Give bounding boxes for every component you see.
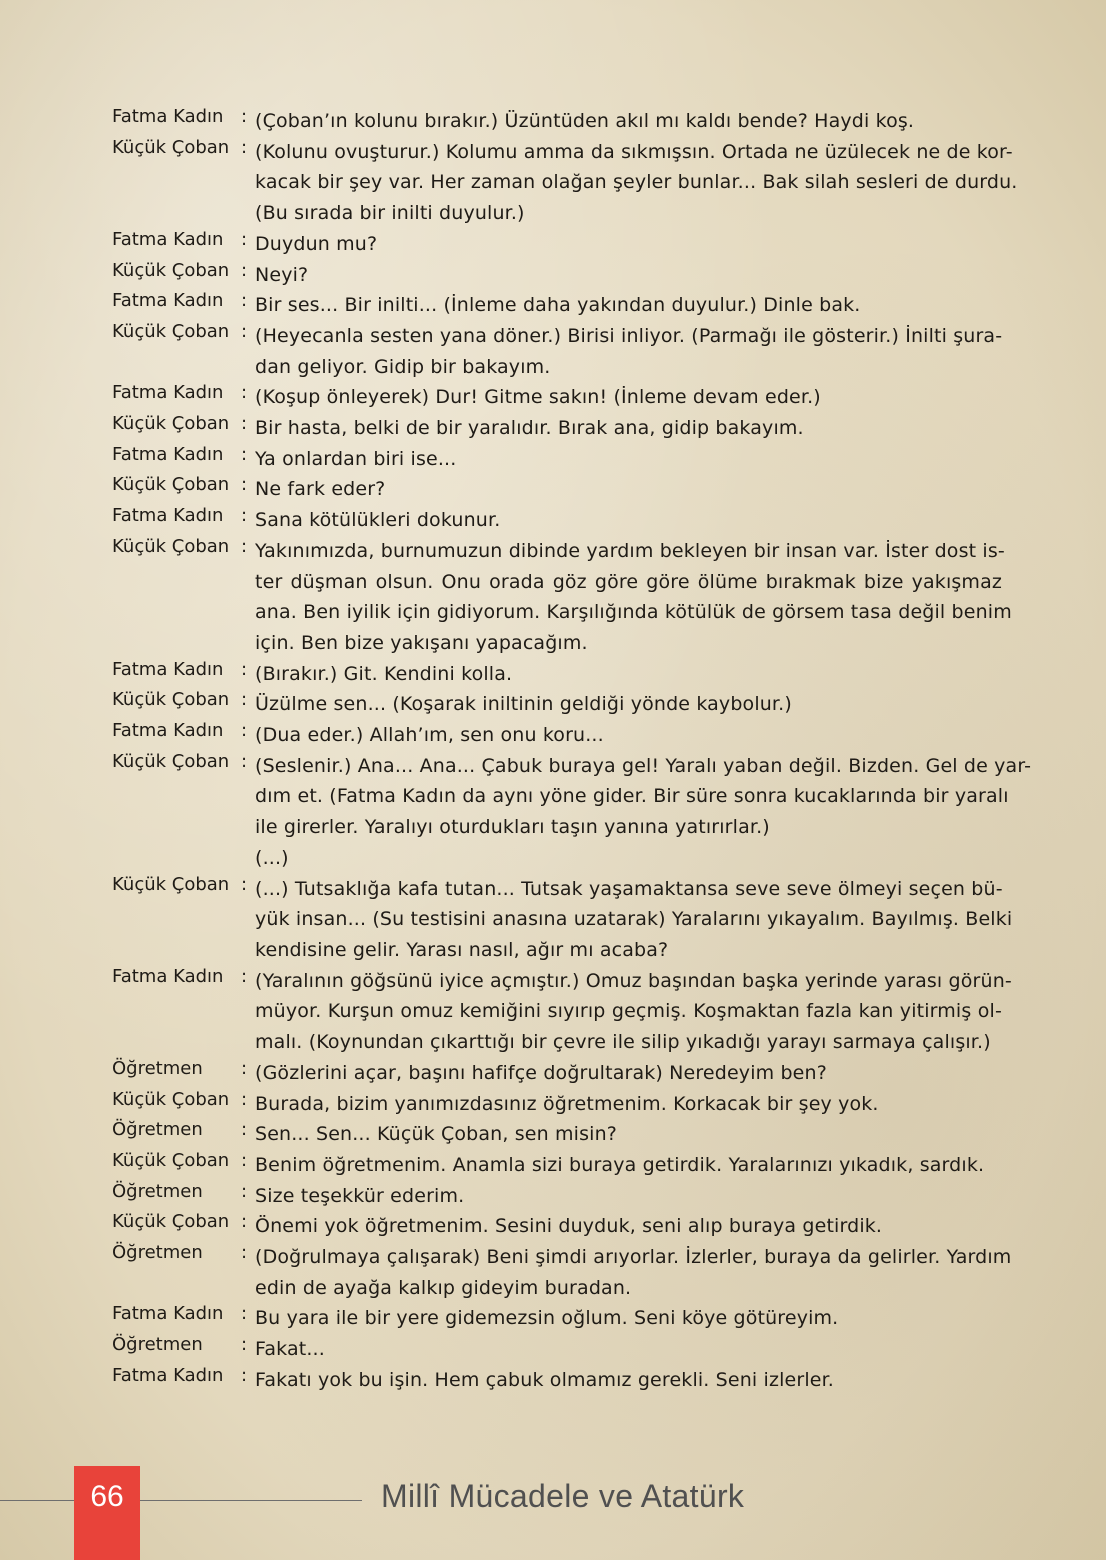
speaker-name: Küçük Çoban	[112, 474, 230, 496]
speech-text	[255, 1334, 1002, 1365]
page-footer	[0, 1460, 1106, 1560]
speech-text	[255, 505, 1002, 536]
speech-text	[255, 1089, 1002, 1120]
speaker-name: Fatma Kadın	[112, 1303, 224, 1325]
speech-text	[255, 474, 1002, 505]
speech-line: yük insan... (Su testisini anasına uzatarak) Yaralarını yıkayalım. Bayılmış. Belki	[255, 908, 1013, 931]
speaker-name: Öğretmen	[112, 1057, 203, 1079]
speaker-separator: :	[241, 443, 248, 465]
speaker-name: Fatma Kadın	[112, 965, 224, 987]
speaker-name: Küçük Çoban	[112, 413, 230, 435]
speech-line: Bu yara ile bir yere gidemezsin oğlum. Seni köye götüreyim.	[255, 1307, 839, 1330]
speaker-separator: :	[241, 1303, 248, 1325]
speech-line: (Seslenir.) Ana... Ana... Çabuk buraya gel! Yaralı yaban değil. Bizden. Gel de yar-	[255, 754, 1032, 777]
speaker-name: Fatma Kadın	[112, 382, 224, 404]
speech-text	[255, 689, 1002, 720]
dialogue-entry	[112, 535, 1012, 659]
speech-line: Bir hasta, belki de bir yaralıdır. Bırak ana, gidip bakayım.	[255, 417, 804, 440]
speech-line: (Çoban’ın kolunu bırakır.) Üzüntüden akıl mı kaldı bende? Haydi koş.	[255, 110, 915, 132]
speech-text	[255, 874, 1013, 966]
speech-text	[255, 137, 1018, 229]
speaker-name: Fatma Kadın	[112, 443, 224, 465]
speaker-separator: :	[241, 1149, 248, 1171]
book-title: Millî Mücadele ve Atatürk	[381, 1478, 745, 1514]
speaker-name: Fatma Kadın	[112, 505, 224, 527]
speech-line: edin de ayağa kalkıp gideyim buradan.	[255, 1276, 632, 1299]
speaker-separator: :	[241, 750, 248, 772]
speech-line: Size teşekkür ederim.	[255, 1184, 465, 1207]
speech-line: kacak bir şey var. Her zaman olağan şeyler bunlar... Bak silah sesleri de durdu.	[255, 171, 1018, 194]
speaker-name: Öğretmen	[112, 1242, 203, 1264]
dialogue-entry	[112, 873, 1013, 966]
speech-line: (Bu sırada bir inilti duyulur.)	[255, 202, 525, 225]
speaker-separator: :	[241, 382, 248, 404]
speech-line: (Kolunu ovuşturur.) Kolumu amma da sıkmışsın. Ortada ne üzülecek ne de kor-	[255, 140, 1013, 163]
speaker-name: Küçük Çoban	[112, 259, 230, 281]
speaker-name: Fatma Kadın	[112, 228, 224, 250]
speech-line: dım et. (Fatma Kadın da aynı yöne gider. Bir süre sonra kucaklarında bir yaralı	[255, 785, 1009, 808]
speaker-separator: :	[241, 535, 248, 557]
speaker-separator: :	[241, 1180, 248, 1202]
speaker-separator: :	[241, 136, 248, 158]
speech-line: Ya onlardan biri ise...	[255, 447, 457, 470]
speaker-name: Fatma Kadın	[112, 290, 224, 312]
speaker-name: Öğretmen	[112, 1334, 203, 1356]
speech-line: kendisine gelir. Yarası nasıl, ağır mı acaba?	[255, 938, 669, 961]
speech-text	[255, 1150, 1002, 1181]
speech-text	[255, 106, 1002, 137]
speech-line: (Gözlerini açar, başını hafifçe doğrultarak) Neredeyim ben?	[255, 1061, 827, 1084]
speech-text	[255, 260, 1002, 291]
speech-line: Üzülme sen... (Koşarak iniltinin geldiği yönde kaybolur.)	[255, 693, 792, 716]
speech-line: (Heyecanla sesten yana döner.) Birisi inliyor. (Parmağı ile gösterir.) İnilti şura-	[255, 324, 1003, 347]
speech-line: Neyi?	[255, 263, 309, 286]
speaker-separator: :	[241, 658, 248, 680]
speaker-name: Küçük Çoban	[112, 1211, 230, 1233]
speech-text	[255, 229, 1002, 260]
speech-line: malı. (Koynundan çıkarttığı bir çevre ile silip yıkadığı yarayı sarmaya çalışır.)	[255, 1031, 991, 1054]
speaker-name: Küçük Çoban	[112, 1149, 230, 1171]
speech-line: Ne fark eder?	[255, 478, 386, 501]
speech-text	[255, 720, 1002, 751]
speaker-separator: :	[241, 505, 248, 527]
dialogue-entry	[112, 321, 1002, 382]
speech-text	[255, 1211, 1002, 1242]
speech-line: (...)	[255, 846, 289, 869]
speaker-name: Küçük Çoban	[112, 873, 230, 895]
speech-text	[255, 413, 1002, 444]
speaker-separator: :	[241, 689, 248, 711]
speaker-name: Küçük Çoban	[112, 535, 230, 557]
speaker-name: Fatma Kadın	[112, 106, 224, 127]
speaker-separator: :	[241, 106, 248, 127]
speech-line: dan geliyor. Gidip bir bakayım.	[255, 355, 551, 378]
speech-text	[255, 966, 1012, 1058]
speaker-separator: :	[241, 965, 248, 987]
dialogue-entry	[112, 1365, 1002, 1396]
speech-line: ile girerler. Yaralıyı oturdukları taşın yanına yatırırlar.)	[255, 816, 770, 839]
speech-line: (Bırakır.) Git. Kendini kolla.	[255, 662, 513, 685]
dialogue-entry	[112, 136, 1018, 229]
speech-line: Fakat...	[255, 1338, 325, 1361]
speaker-separator: :	[241, 1119, 248, 1141]
speech-text	[255, 1303, 1002, 1334]
footer-rule-right	[140, 1500, 362, 1501]
page-number: 66	[90, 1480, 124, 1513]
speech-line: Burada, bizim yanımızdasınız öğretmenim. Korkacak bir şey yok.	[255, 1092, 879, 1115]
speech-line: Benim öğretmenim. Anamla sizi buraya getirdik. Yaralarınızı yıkadık, sardık.	[255, 1153, 985, 1176]
speech-line: ana. Ben iyilik için gidiyorum. Karşılığında kötülük de görsem tasa değil benim	[255, 601, 1012, 624]
speaker-name: Küçük Çoban	[112, 320, 230, 342]
dialogue-text	[112, 106, 1032, 1396]
speech-line: müyor. Kurşun omuz kemiğini sıyırıp geçmiş. Koşmaktan fazla kan yitirmiş ol-	[255, 1000, 1002, 1023]
speech-line: Duydun mu?	[255, 232, 378, 255]
page-number-box	[74, 1466, 140, 1560]
speech-line: (Dua eder.) Allah’ım, sen onu koru...	[255, 724, 604, 747]
speech-text	[255, 444, 1002, 475]
footer-rule-left	[0, 1500, 74, 1501]
speaker-separator: :	[241, 1364, 248, 1386]
speaker-separator: :	[241, 474, 248, 496]
speaker-separator: :	[241, 228, 248, 250]
dialogue-entry	[112, 1242, 1012, 1303]
speech-line: (Doğrulmaya çalışarak) Beni şimdi arıyorlar. İzlerler, buraya da gelirler. Yardım	[255, 1246, 1012, 1269]
speech-line: Sen... Sen... Küçük Çoban, sen misin?	[255, 1123, 618, 1146]
speech-line: Bir ses... Bir inilti... (İnleme daha yakından duyulur.) Dinle bak.	[255, 294, 861, 317]
speaker-name: Fatma Kadın	[112, 658, 224, 680]
speech-text	[255, 290, 1002, 321]
speaker-separator: :	[241, 320, 248, 342]
speaker-name: Fatma Kadın	[112, 1364, 224, 1386]
speaker-separator: :	[241, 1088, 248, 1110]
speaker-name: Küçük Çoban	[112, 689, 230, 711]
speaker-separator: :	[241, 1334, 248, 1356]
speech-text	[255, 1181, 1002, 1212]
speech-line: (Koşup önleyerek) Dur! Gitme sakın! (İnleme devam eder.)	[255, 386, 821, 409]
speaker-name: Öğretmen	[112, 1180, 203, 1202]
speaker-name: Küçük Çoban	[112, 136, 230, 158]
speech-line: Fakatı yok bu işin. Hem çabuk olmamız gerekli. Seni izlerler.	[255, 1368, 834, 1391]
speaker-separator: :	[241, 873, 248, 895]
speaker-separator: :	[241, 259, 248, 281]
speech-text	[255, 1365, 1002, 1396]
speech-text	[255, 751, 1032, 874]
speech-line: Sana kötülükleri dokunur.	[255, 509, 501, 532]
speech-text	[255, 1058, 1002, 1089]
speaker-separator: :	[241, 290, 248, 312]
speech-text	[255, 321, 1002, 382]
speaker-separator: :	[241, 1211, 248, 1233]
speech-line: Önemi yok öğretmenim. Sesini duyduk, seni alıp buraya getirdik.	[255, 1215, 883, 1238]
speech-text	[255, 659, 1002, 690]
speech-line: (...) Tutsaklığa kafa tutan... Tutsak yaşamaktansa seve seve ölmeyi seçen bü-	[255, 877, 1003, 900]
speaker-name: Küçük Çoban	[112, 1088, 230, 1110]
speaker-separator: :	[241, 1057, 248, 1079]
speech-line: için. Ben bize yakışanı yapacağım.	[255, 631, 588, 654]
speaker-separator: :	[241, 1242, 248, 1264]
speech-text	[255, 1242, 1012, 1303]
speech-line: (Yaralının göğsünü iyice açmıştır.) Omuz başından başka yerinde yarası görün-	[255, 969, 1012, 992]
speech-text	[255, 1119, 1002, 1150]
speaker-separator: :	[241, 720, 248, 742]
speaker-name: Öğretmen	[112, 1119, 203, 1141]
speech-line: ter düşman olsun. Onu orada göz göre göre ölüme bırakmak bize yakışmaz	[255, 570, 1002, 593]
speech-text	[255, 536, 1012, 659]
dialogue-entry	[112, 750, 1032, 874]
speaker-name: Fatma Kadın	[112, 720, 224, 742]
dialogue-entry	[112, 965, 1012, 1058]
speaker-name: Küçük Çoban	[112, 750, 230, 772]
speech-text	[255, 382, 1002, 413]
speaker-separator: :	[241, 413, 248, 435]
speech-line: Yakınımızda, burnumuzun dibinde yardım bekleyen bir insan var. İster dost is-	[255, 539, 1005, 562]
